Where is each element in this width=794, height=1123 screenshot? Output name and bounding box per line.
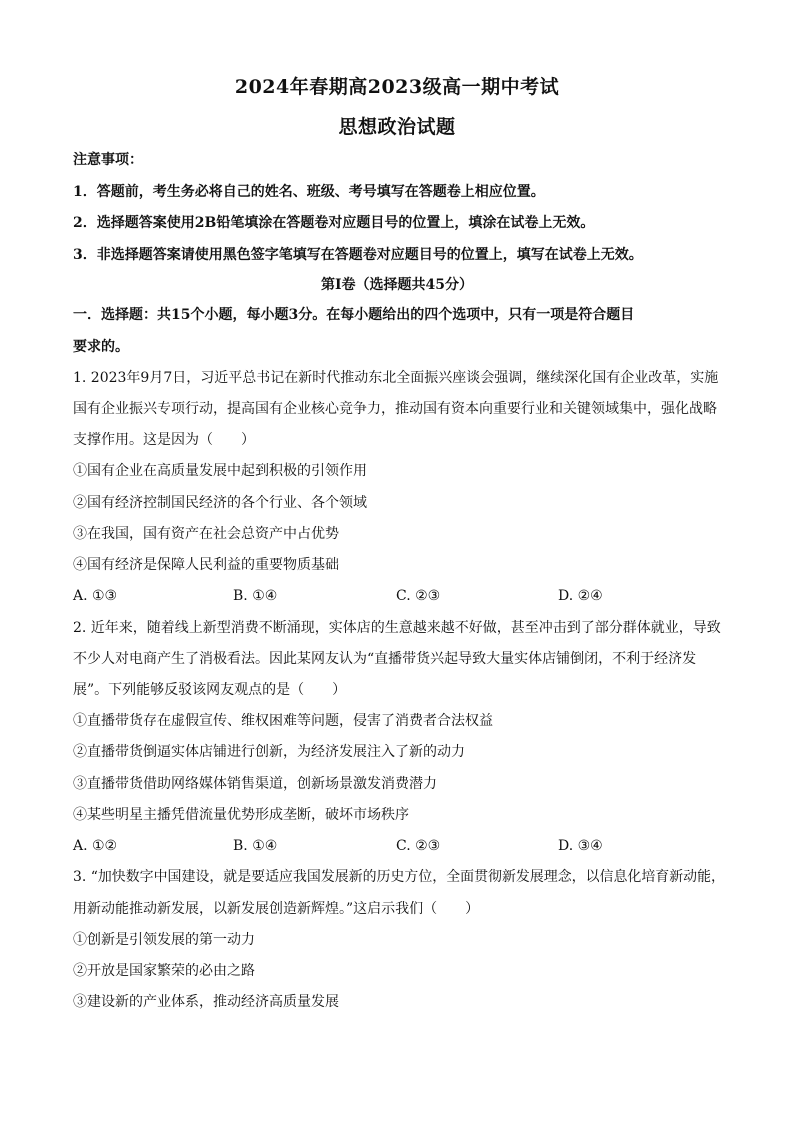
section-instruction-line2: 要求的。 [73,339,129,355]
q3-stem-line1: 3. “加快数字中国建设，就是要适应我国发展新的历史方位，全面贯彻新发展理念，以信息化培育新动能， [73,869,725,885]
q2-statement-4: ④某些明星主播凭借流量优势形成垄断，破坏市场秩序 [73,807,409,823]
q3-statement-2: ②开放是国家繁荣的必由之路 [73,963,255,979]
notice-item-1: 1．答题前，考生务必将自己的姓名、班级、考号填写在答题卷上相应位置。 [73,184,545,200]
q2-statement-1: ①直播带货存在虚假宣传、维权困难等问题，侵害了消费者合法权益 [73,713,493,729]
q2-option-d: D. ③④ [558,838,603,854]
q1-statement-4: ④国有经济是保障人民利益的重要物质基础 [73,557,339,573]
q2-stem-line2: 不少人对电商产生了消极看法。因此某网友认为“直播带货兴起导致大量实体店铺倒闭，不利于经济发 [73,651,697,667]
section-title: 第Ⅰ卷（选择题共45分） [320,277,474,293]
q1-stem-line1: 1. 2023年9月7日，习近平总书记在新时代推动东北全面振兴座谈会强调，继续深化国有企业改革，实施 [73,370,719,386]
q1-statement-1: ①国有企业在高质量发展中起到积极的引领作用 [73,463,367,479]
q1-option-b: B. ①④ [233,588,278,604]
q3-stem-line2: 用新动能推动新发展，以新发展创造新辉煌。”这启示我们（ ） [73,901,480,917]
q1-option-a: A. ①③ [73,588,118,604]
q1-stem-line3: 支撑作用。这是因为（ ） [73,432,255,448]
q1-option-d: D. ②④ [558,588,603,604]
q1-option-c: C. ②③ [396,588,441,604]
q1-statement-3: ③在我国，国有资产在社会总资产中占优势 [73,526,339,542]
exam-title: 2024年春期高2023级高一期中考试 [234,76,560,98]
q2-statement-3: ③直播带货借助网络媒体销售渠道，创新场景激发消费潜力 [73,776,437,792]
notice-item-3: 3．非选择题答案请使用黑色签字笔填写在答题卷对应题目号的位置上，填写在试卷上无效。 [73,247,643,263]
q1-statement-2: ②国有经济控制国民经济的各个行业、各个领域 [73,495,367,511]
exam-subtitle: 思想政治试题 [338,116,456,138]
q2-option-c: C. ②③ [396,838,441,854]
q2-stem-line3: 展”。下列能够反驳该网友观点的是（ ） [73,682,347,698]
q3-statement-1: ①创新是引领发展的第一动力 [73,932,255,948]
notice-item-2: 2．选择题答案使用2B铅笔填涂在答题卷对应题目号的位置上，填涂在试卷上无效。 [73,215,595,231]
section-instruction-line1: 一．选择题：共15个小题，每小题3分。在每小题给出的四个选项中，只有一项是符合题目 [73,307,635,323]
q2-option-a: A. ①② [73,838,118,854]
q3-statement-3: ③建设新的产业体系，推动经济高质量发展 [73,994,339,1010]
q2-option-b: B. ①④ [233,838,278,854]
q2-stem-line1: 2. 近年来，随着线上新型消费不断涌现，实体店的生意越来越不好做，甚至冲击到了部分群体就业，导致 [73,620,721,636]
q1-stem-line2: 国有企业振兴专项行动，提高国有企业核心竞争力，推动国有资本向重要行业和关键领域集中，强化战略 [73,401,717,417]
notice-heading: 注意事项： [73,152,143,168]
q2-statement-2: ②直播带货倒逼实体店铺进行创新，为经济发展注入了新的动力 [73,744,465,760]
